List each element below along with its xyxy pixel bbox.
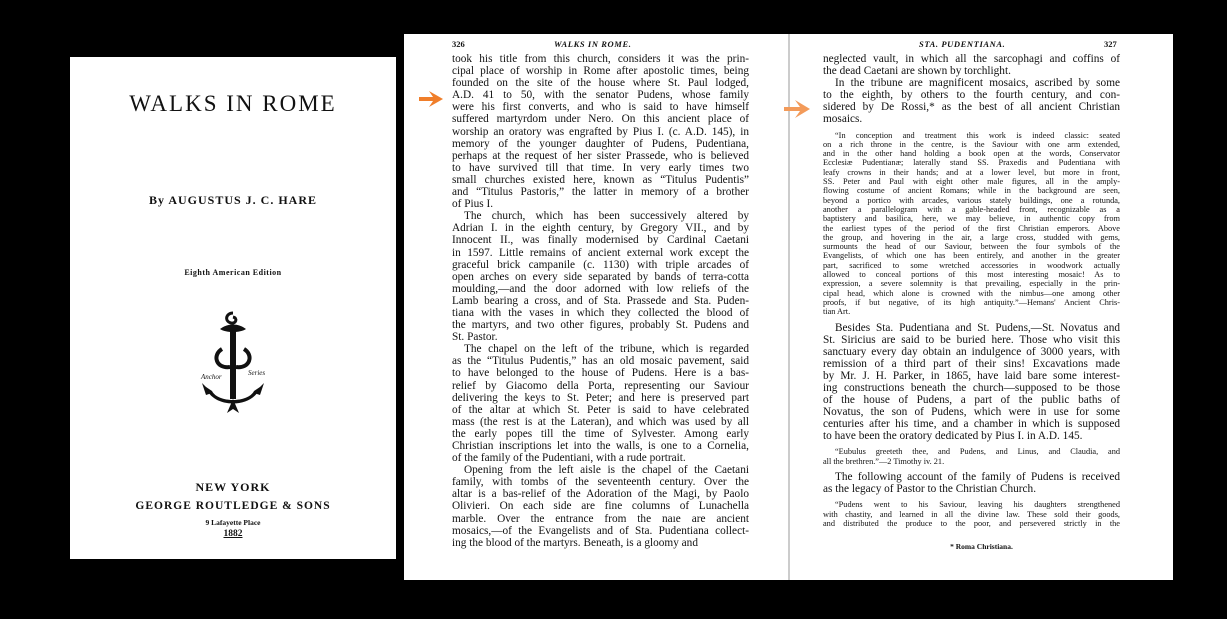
text-line: took his title from this church, considers it was the prin- [452,53,749,65]
text-line: as the “Titulus Pudentis,” has an old mosaic pavement, said [452,355,749,368]
text-line: Evangelists, of which one has been entirely, and another in the greater [823,251,1120,261]
text-line: St. Siricius are said to be buried here. Those who visit this [823,333,1120,346]
text-line: proofs, if but negative, of its high antiquity.”—Hemans' Ancient Chris- [823,297,1120,307]
emblem-script-left: Anchor [201,373,222,381]
text-line: the early popes till the time of Sylvester. Among early [452,427,749,440]
text-line: The church, which has been successively altered by [464,210,749,223]
footnote: * Roma Christiana. [950,542,1013,551]
text-line: as the legacy of Pastor to the Christian Church. [823,483,1037,496]
text-line: graceful brick campanile (c. 1130) with triple arcades of [452,258,749,271]
text-line: of the house of Pudens, a part of the public baths of [823,394,1120,407]
text-line: sanctuary every day obtain an indulgence of 3000 years, with [823,345,1120,358]
text-line: flowing costume of ancient Romans; while in the background are seen, [823,186,1120,196]
text-line: worship an oratory was engrafted by Pius I. (c. A.D. 145), in [452,125,749,138]
text-line: founded on the site of the house where St. Paul lodged, [452,77,749,90]
text-line: part, sacrificed to some wretched accessories in woodwork actually [823,260,1120,270]
text-line: expression, a severe solemnity is that prevailing, especially in the prin- [823,279,1120,289]
text-line: mosaics,—of the Evangelists and of Sta. Pudentiana collect- [452,524,749,537]
text-line: marble. Over the entrance from the naıe are ancient [452,512,749,525]
edition-label: Eighth American Edition [184,268,282,277]
text-line: sidered by De Rossi,* as the best of all ancient Christian [823,101,1120,114]
text-line: delivering the keys to St. Peter; and here is preserved part [452,391,749,404]
publisher-address: 9 Lafayette Place [205,518,261,527]
title-page [70,57,396,559]
text-line: “In conception and treatment this work is indeed classic: seated [835,130,1120,140]
orange-arrow-left-icon [417,88,445,110]
text-line: Ecclesiæ Pudentianæ; laterally stand SS. Praxedis and Pudentiana with [823,158,1120,168]
anchor-emblem-icon [198,309,268,421]
book-author: By AUGUSTUS J. C. HARE [148,193,318,207]
text-line: relief by Giacomo della Porta, representing our Saviour [452,379,749,392]
text-line: Novatus, the son of Pudens, which were in use for some [823,406,1120,419]
text-line: the group, and hovering in the air, a large cross, studded with gems, [823,232,1120,242]
text-line: Olivieri. On each side are fine columns of Lunachella [452,500,749,513]
text-line: “Eubulus greeteth thee, and Pudens, and Linus, and Claudia, and [835,447,1120,457]
right-page-body [823,53,1120,528]
text-line: neglected vault, in which all the sarcophagi and coffins of [823,53,1120,65]
left-page-number: 326 [452,39,465,49]
text-line: In the tribune are magnificent mosaics, ascribed by some [835,77,1120,90]
text-line: by Mr. J. H. Parker, in 1865, have laid bare some interest- [823,369,1120,382]
text-line: Innocent II., was finally modernised by Cardinal Caetani [452,234,749,247]
text-line: beyond a portico with arcades, various stately buildings, one a rotunda, [823,195,1120,205]
text-line: tiana with the vases in which they collected the blood of [452,306,749,319]
text-line: centuries after his time, and a chamber in which is supposed [823,418,1120,431]
publication-year: 1882 [223,529,243,539]
text-line: tian Art. [823,307,851,317]
text-line: to have survived till that time. In very early times two [452,161,749,174]
text-line: allowed to conceal portions of this most interesting mosaic! As to [823,270,1120,280]
right-page-number: 327 [1104,39,1117,49]
text-line: Adrian I. in the eighth century, by Gregory VII., and by [452,222,749,235]
text-line: were his first converts, and who is said to have himself [452,101,749,114]
orange-arrow-right-icon [782,97,812,121]
text-line: “Pudens went to his Saviour, leaving his daughters strengthened [835,500,1120,510]
text-line: St. Pastor. [452,331,498,344]
left-running-head: WALKS IN ROME. [554,39,632,49]
text-line: Christian inscriptions let into the walls, is one to a Cornelia, [452,440,749,452]
right-running-head: STA. PUDENTIANA. [919,39,1006,49]
publisher-name: GEORGE ROUTLEDGE & SONS [135,500,331,512]
text-line: SS. Peter and Paul with eight other male figures, all in the amply- [823,177,1120,187]
text-line: mosaics. [823,113,863,126]
text-line: of the altar at which St. Peter is said to have celebrated [452,403,749,416]
text-line: and in the other hand holding a book open at the words, Conservator [823,149,1120,159]
text-line: memory of the younger daughter of Pudens, Pudentiana, [452,137,749,150]
text-line: suffered martyrdom under Nero. On this ancient place of [452,113,749,126]
text-line: the martyrs, and two other figures, probably St. Pudens and [452,319,749,332]
text-line: baptistery and basilica, here, we may believe, in authentic copy from [823,214,1120,224]
text-line: remission of a third part of their sins! Excavations made [823,357,1120,370]
text-line: ing constructions beneath the church—supposed to be those [823,381,1120,394]
publisher-city: NEW YORK [195,480,271,494]
text-line: the earliest types of the period of the first Christian emperors. Above [823,223,1120,233]
right-text-page [790,34,1173,580]
text-line: moulding,—and the door adorned with low reliefs of the [452,282,749,295]
text-line: to have belonged to the house of Pudens. Here is a bas- [452,367,749,380]
text-line: with chastity, and learned in all the divine law. These sold their goods, [823,509,1120,519]
text-line: The chapel on the left of the tribune, which is regarded [464,343,749,356]
text-line: Lamb bearing a cross, and of Sta. Prassede and Sta. Puden- [452,294,749,307]
left-page-body [452,53,749,549]
text-line: The following account of the family of Pudens is received [835,471,1120,484]
text-line: altar is a bas-relief of the Adoration of the Magi, by Paolo [452,488,749,501]
text-line: small churches existed here, known as “Titulus Pudentis” [452,173,749,186]
text-line: the dead Caetani are shown by torchlight. [823,65,1011,78]
text-line: Besides Sta. Pudentiana and St. Pudens,—St. Novatus and [835,321,1120,334]
text-line: surmounts the head of our Saviour, between the four symbols of the [823,242,1120,252]
text-line: of the family of the Pudentiani, with a rude portrait. [452,452,686,465]
text-line: A.D. 41 to 50, with the senator Pudens, whose family [452,89,749,102]
text-line: ing the blood of the martyrs. Beneath, is a gloomy and [452,536,698,549]
text-line: perhaps at the request of her sister Prassede, who is believed [452,149,749,162]
text-line: in 1597. Little remains of ancient external work except the [452,246,749,259]
text-line: cipal head, which alone is crowned with the nimbus—one among other [823,288,1120,298]
text-line: leafy crowns in their hands; and at a lower level, but more in front, [823,167,1120,177]
text-line: all the brethren.”—2 Timothy iv. 21. [823,456,945,466]
text-line: and “Titulus Pastoris,” the latter in memory of a brother [452,186,749,199]
text-line: to have been the oratory dedicated by Pius I. in A.D. 145. [823,430,1083,443]
text-line: to the eighth, by others to the fourth century, and con- [823,89,1120,102]
text-line: open arches on every side separated by bands of terra-cotta [452,270,749,283]
text-line: family, with tombs of the seventeenth century. Over the [452,476,749,489]
left-text-page [404,34,789,580]
text-line: of Pius I. [452,198,494,211]
text-line: another a parallelogram with a gable-headed front, recognizable as a [823,204,1120,214]
book-title: WALKS IN ROME [129,91,337,116]
text-line: cipal place of worship in Rome after apostolic times, being [452,65,749,78]
text-line: on a rich throne in the centre, is the Saviour with one arm extended, [823,139,1120,149]
text-line: mass (the rest is at the Lateran), and which was used by all [452,415,749,428]
text-line: Opening from the left aisle is the chapel of the Caetani [464,464,749,477]
emblem-script-right: Series [248,369,266,377]
text-line: and distributed the produce to the poor, and persevered strictly in the [823,518,1120,528]
